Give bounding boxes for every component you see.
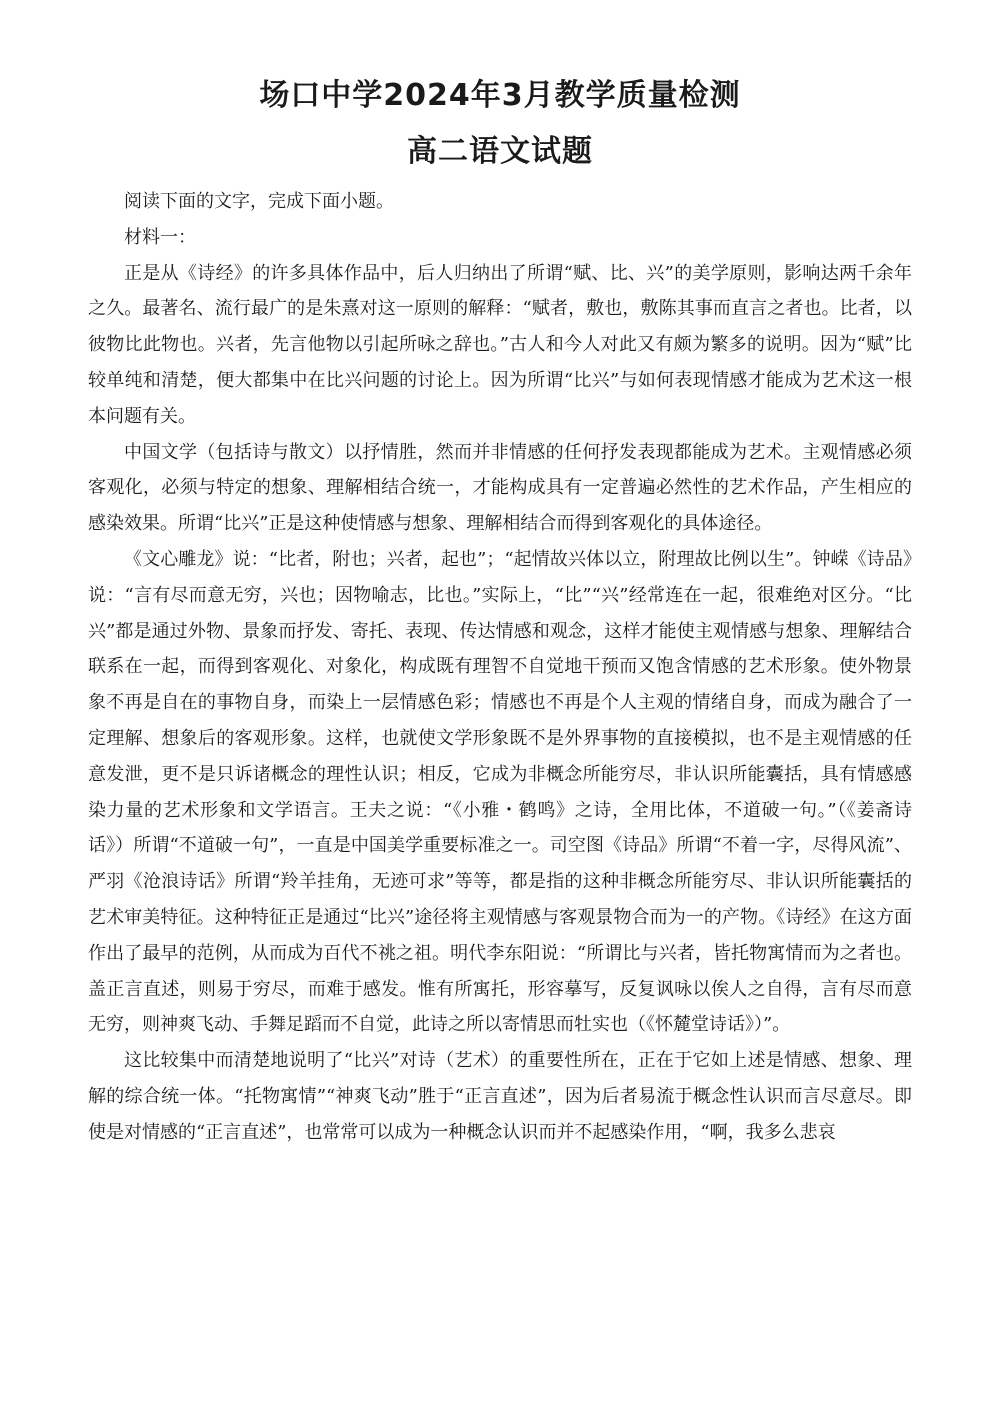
material-label: 材料一： (124, 226, 196, 248)
reading-instruction: 阅读下面的文字，完成下面小题。 (124, 191, 394, 212)
exam-subtitle: 高二语文试题 (407, 134, 593, 169)
paragraph-2: 中国文学（包括诗与散文）以抒情胜，然而并非情感的任何抒发表现都能成为艺术。主观情感必须客观化，必须与特定的想象、理解相结合统一，才能构成具有一定普遍必然性的艺术作品，产生相应的感染效果。所谓“比兴”正是这种使情感与想象、理解相结合而得到客观化的具体途径。 (88, 441, 912, 535)
paragraph-3: 《文心雕龙》说：“比者，附也；兴者，起也”；“起情故兴体以立，附理故比例以生”。钟嵘《诗品》说：“言有尽而意无穷，兴也；因物喻志，比也。”实际上，“比”“兴”经常连在一起，很难绝对区分。“比兴”都是通过外物、景象而抒发、寄托、表现、传达情感和观念，这样才能使主观情感与想象、理解结合联系在一起，而得到客观化、对象化，构成既有理智不自觉地干预而又饱含情感的艺术形象。使外物景象不再是自在的事物自身，而染上一层情感色彩；情感也不再是个人主观的情绪自身，而成为融合了一定理解、想象后的客观形象。这样，也就使文学形象既不是外界事物的直接模拟，也不是主观情感的任意发泄，更不是只诉诸概念的理性认识；相反，它成为非概念所能穷尽，非认识所能囊括，具有情感感染力量的艺术形象和文学语言。王夫之说：“《小雅・鹤鸣》之诗，全用比体，不道破一句。”（《姜斋诗话》）所谓“不道破一句”，一直是中国美学重要标准之一。司空图《诗品》所谓“不着一字，尽得风流”、严羽《沧浪诗话》所谓“羚羊挂角，无迹可求”等等，都是指的这种非概念所能穷尽、非认识所能囊括的艺术审美特征。这种特征正是通过“比兴”途径将主观情感与客观景物合而为一的产物。《诗经》在这方面作出了最早的范例，从而成为百代不祧之祖。明代李东阳说：“所谓比与兴者，皆托物寓情而为之者也。盖正言直述，则易于穷尽，而难于感发。惟有所寓托，形容摹写，反复讽咏以俟人之自得，言有尽而意无穷，则神爽飞动、手舞足蹈而不自觉，此诗之所以寄情思而牡实也（《怀麓堂诗话》）”。 (88, 548, 912, 1036)
exam-title: 场口中学2024年3月教学质量检测 (259, 78, 741, 113)
paragraph-1: 正是从《诗经》的许多具体作品中，后人归纳出了所谓“赋、比、兴”的美学原则，影响达两千余年之久。最著名、流行最广的是朱熹对这一原则的解释：“赋者，敷也，敷陈其事而直言之者也。比者，以彼物比此物也。兴者，先言他物以引起所咏之辞也。”古人和今人对此又有颇为繁多的说明。因为“赋”比较单纯和清楚，便大都集中在比兴问题的讨论上。因为所谓“比兴”与如何表现情感才能成为艺术这一根本问题有关。 (88, 262, 912, 427)
paragraph-4: 这比较集中而清楚地说明了“比兴”对诗（艺术）的重要性所在，正在于它如上述是情感、想象、理解的综合统一体。“托物寓情”“神爽飞动”胜于“正言直述”，因为后者易流于概念性认识而言尽意尽。即使是对情感的“正言直述”，也常常可以成为一种概念认识而并不起感染作用，“啊，我多么悲哀 (88, 1050, 912, 1143)
exam-page (88, 72, 912, 1151)
